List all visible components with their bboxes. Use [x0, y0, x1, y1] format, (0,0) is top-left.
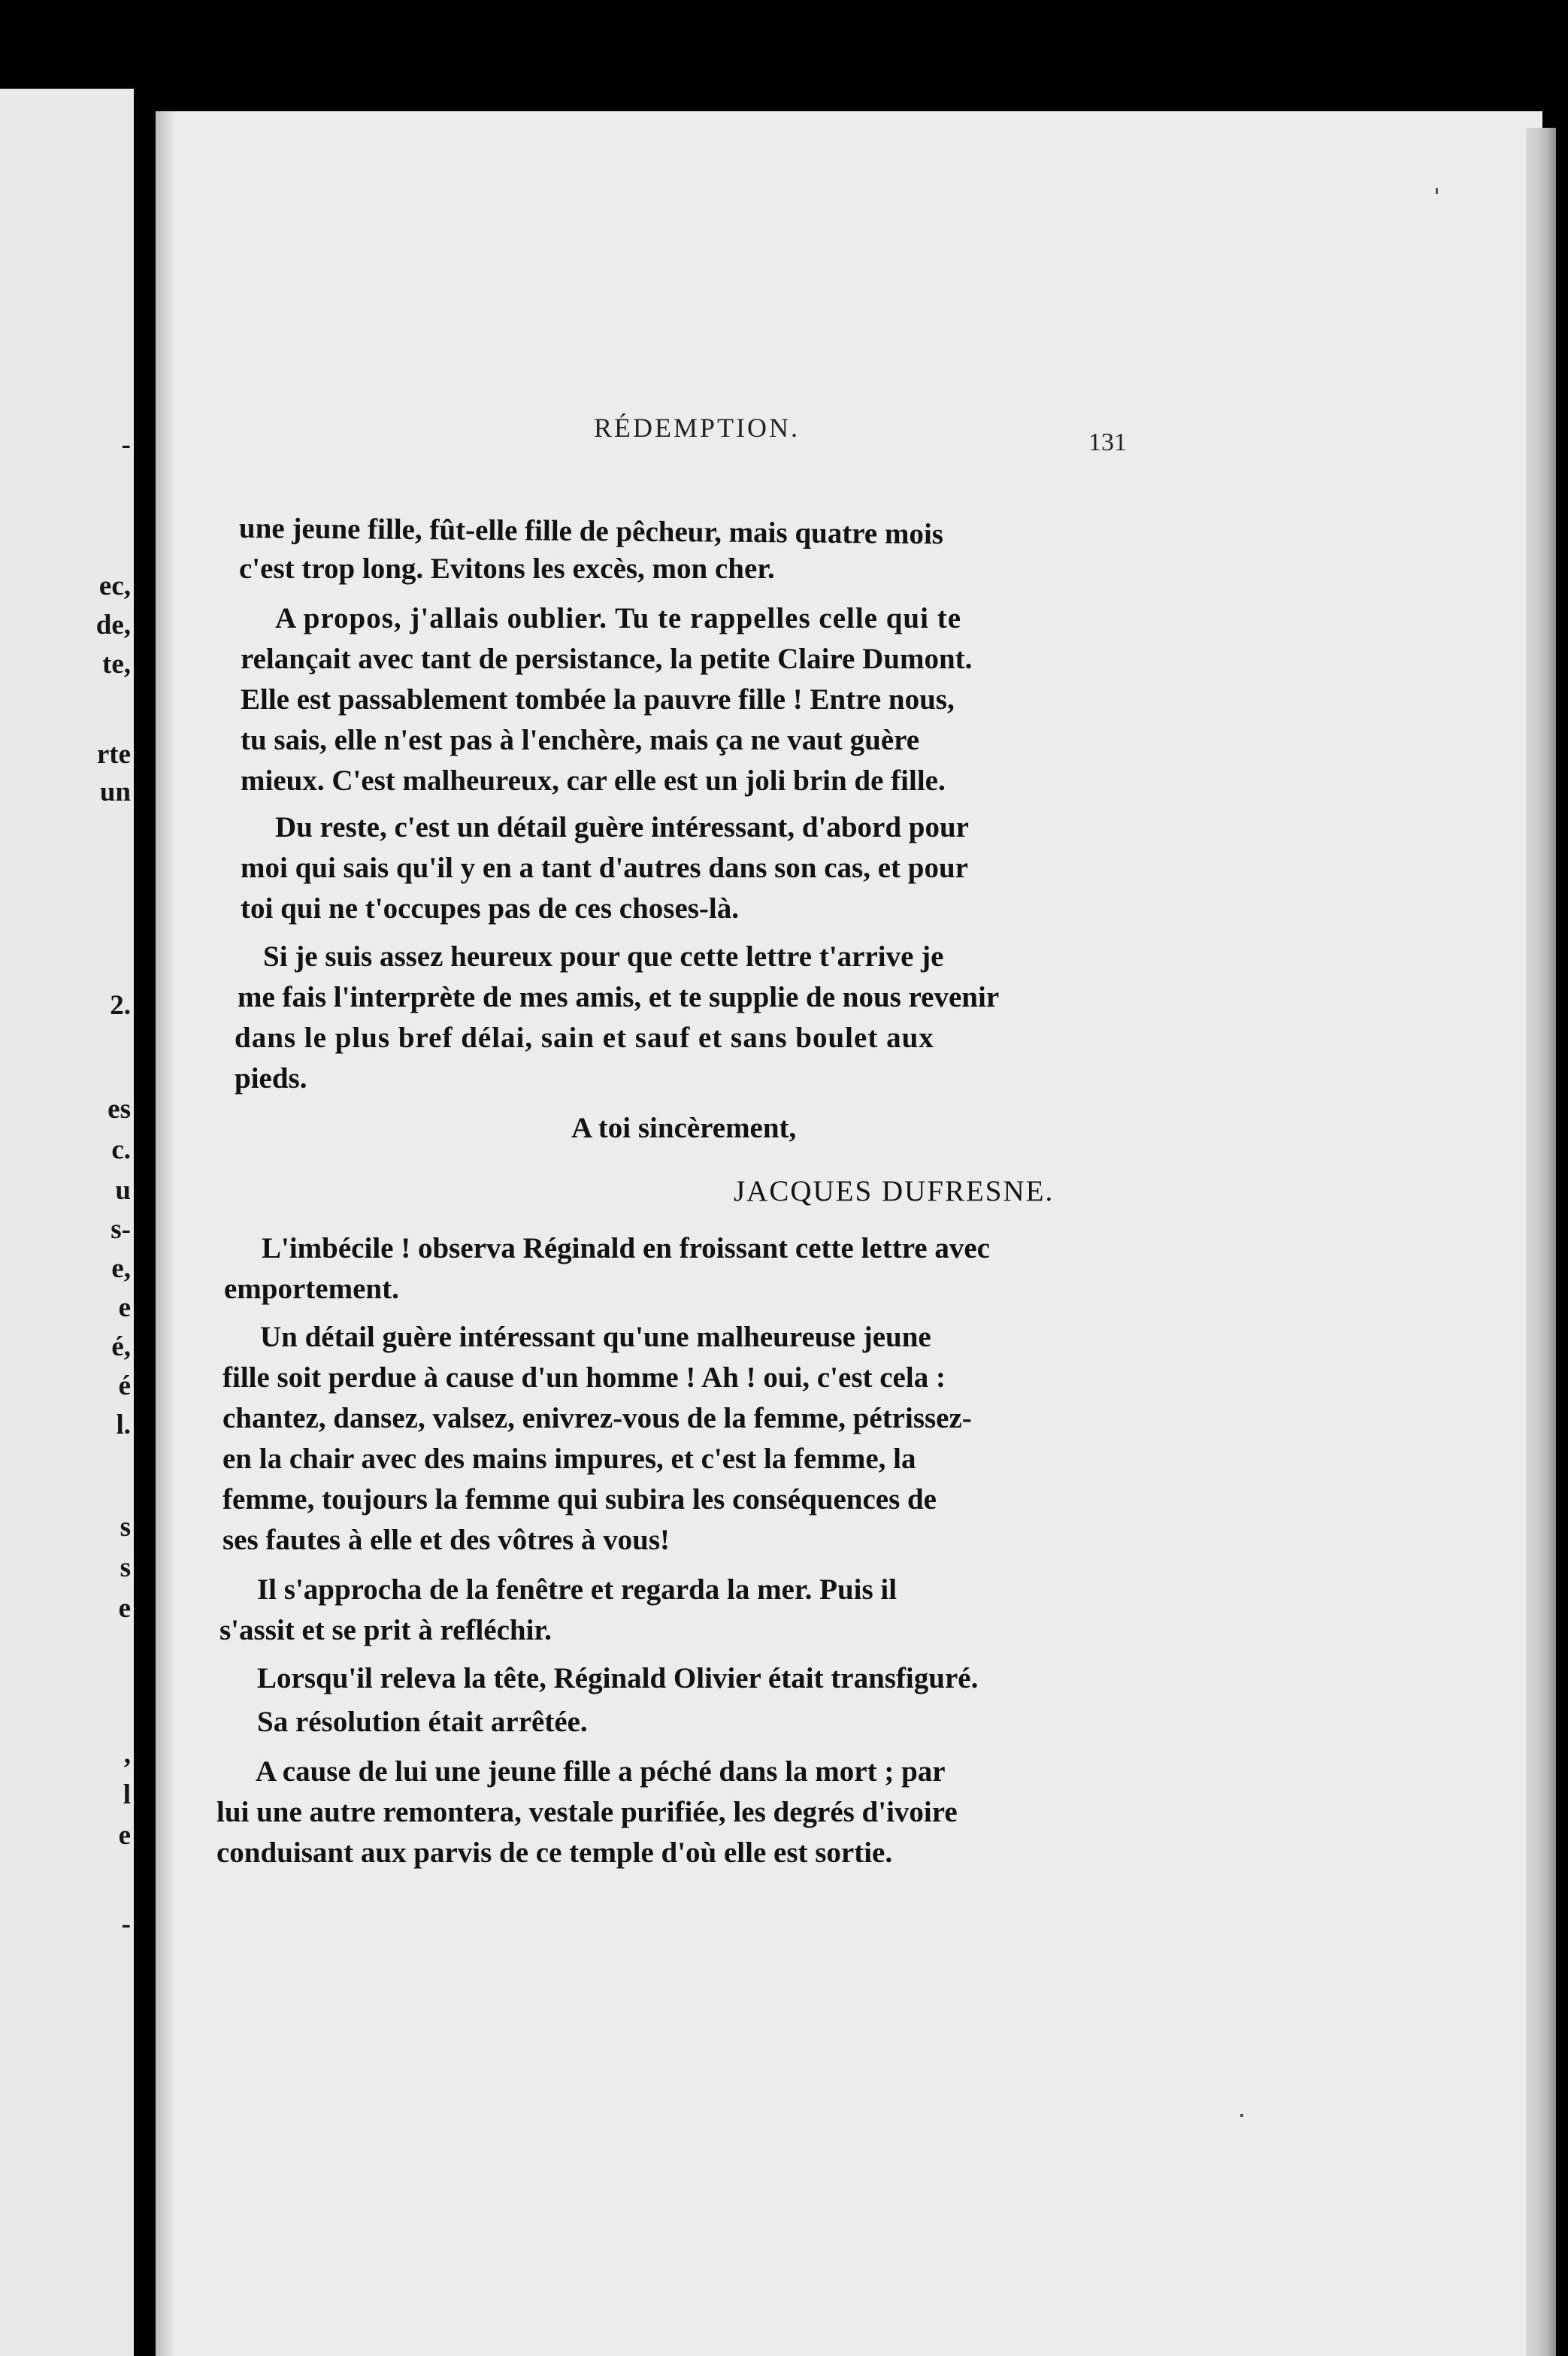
margin-fragment: l — [123, 1779, 131, 1810]
margin-fragment: e — [118, 1593, 131, 1624]
margin-fragment: rte — [96, 739, 131, 770]
speck — [1436, 188, 1438, 194]
margin-fragment: e, — [111, 1253, 131, 1284]
text-line: mieux. C'est malheureux, car elle est un joli brin de fille. — [241, 765, 946, 797]
text-line: fille soit perdue à cause d'un homme ! Ah ! oui, c'est cela : — [222, 1361, 946, 1394]
gutter-shadow — [156, 111, 175, 2356]
margin-fragment: - — [121, 1909, 131, 1940]
text-line: emportement. — [224, 1273, 399, 1305]
text-line: me fais l'interprète de mes amis, et te supplie de nous revenir — [238, 981, 1000, 1013]
margin-fragment: é, — [111, 1331, 131, 1362]
text-line: relançait avec tant de persistance, la petite Claire Dumont. — [241, 643, 973, 675]
margin-fragment: 2. — [110, 990, 131, 1021]
text-line: Un détail guère intéressant qu'une malheureuse jeune — [260, 1321, 931, 1353]
text-line: lui une autre remontera, vestale purifiée, les degrés d'ivoire — [216, 1796, 958, 1828]
text-line: tu sais, elle n'est pas à l'enchère, mais ça ne vaut guère — [241, 724, 920, 756]
margin-fragment: ec, — [98, 571, 131, 601]
text-line: Lorsqu'il releva la tête, Réginald Olivier était transfiguré. — [257, 1662, 979, 1694]
text-line: femme, toujours la femme qui subira les conséquences de — [222, 1483, 937, 1516]
text-line: Du reste, c'est un détail guère intéressant, d'abord pour — [275, 811, 969, 843]
text-line: L'imbécile ! observa Réginald en froissant cette lettre avec — [262, 1232, 990, 1264]
text-line: A toi sincèrement, — [571, 1112, 797, 1144]
margin-fragment: s — [120, 1552, 131, 1583]
text-line: une jeune fille, fût-elle fille de pêcheur, mais quatre mois — [238, 512, 944, 551]
margin-fragment: te, — [102, 649, 131, 680]
text-line: A propos, j'allais oublier. Tu te rappelles celle qui te — [275, 602, 962, 634]
book-spine — [134, 98, 156, 2356]
text-line: s'assit et se prit à refléchir. — [219, 1614, 552, 1646]
text-line: Il s'approcha de la fenêtre et regarda la mer. Puis il — [257, 1573, 898, 1606]
page-number: 131 — [1088, 429, 1127, 456]
text-line: toi qui ne t'occupes pas de ces choses-là. — [241, 892, 739, 925]
facing-page — [0, 89, 134, 2356]
text-line: Sa résolution était arrêtée. — [257, 1706, 588, 1738]
text-line: moi qui sais qu'il y en a tant d'autres dans son cas, et pour — [241, 852, 968, 884]
text-line: A cause de lui une jeune fille a péché dans la mort ; par — [256, 1755, 946, 1788]
margin-fragment: un — [99, 777, 131, 807]
text-line: pieds. — [235, 1062, 307, 1095]
margin-fragment: é — [118, 1370, 131, 1401]
text-line: c'est trop long. Evitons les excès, mon cher. — [239, 553, 775, 585]
margin-fragment: e — [118, 1820, 131, 1851]
margin-fragment: u — [115, 1175, 131, 1206]
margin-fragment: , — [123, 1739, 131, 1770]
margin-fragment: c. — [111, 1134, 131, 1165]
text-line: ses fautes à elle et des vôtres à vous! — [222, 1524, 670, 1556]
speck — [1240, 2114, 1243, 2117]
text-line: en la chair avec des mains impures, et c'est la femme, la — [222, 1443, 916, 1475]
margin-fragment: - — [121, 429, 131, 460]
text-line: chantez, dansez, valsez, enivrez-vous de la femme, pétrissez- — [222, 1402, 972, 1434]
page-edge — [1526, 128, 1556, 2356]
margin-fragment: de, — [95, 610, 131, 640]
margin-fragment: e — [118, 1292, 131, 1323]
text-line: conduisant aux parvis de ce temple d'où elle est sortie. — [216, 1837, 893, 1869]
running-title: RÉDEMPTION. — [594, 413, 800, 443]
signature-name: JACQUES DUFRESNE. — [734, 1175, 1055, 1207]
text-line: Si je suis assez heureux pour que cette lettre t'arrive je — [263, 940, 944, 973]
margin-fragment: s- — [110, 1214, 131, 1245]
margin-fragment: l. — [116, 1410, 131, 1440]
text-line: Elle est passablement tombée la pauvre fille ! Entre nous, — [241, 683, 955, 716]
margin-fragment: s — [120, 1512, 131, 1543]
text-line: dans le plus bref délai, sain et sauf et sans boulet aux — [235, 1022, 934, 1054]
margin-fragment: es — [107, 1094, 131, 1125]
